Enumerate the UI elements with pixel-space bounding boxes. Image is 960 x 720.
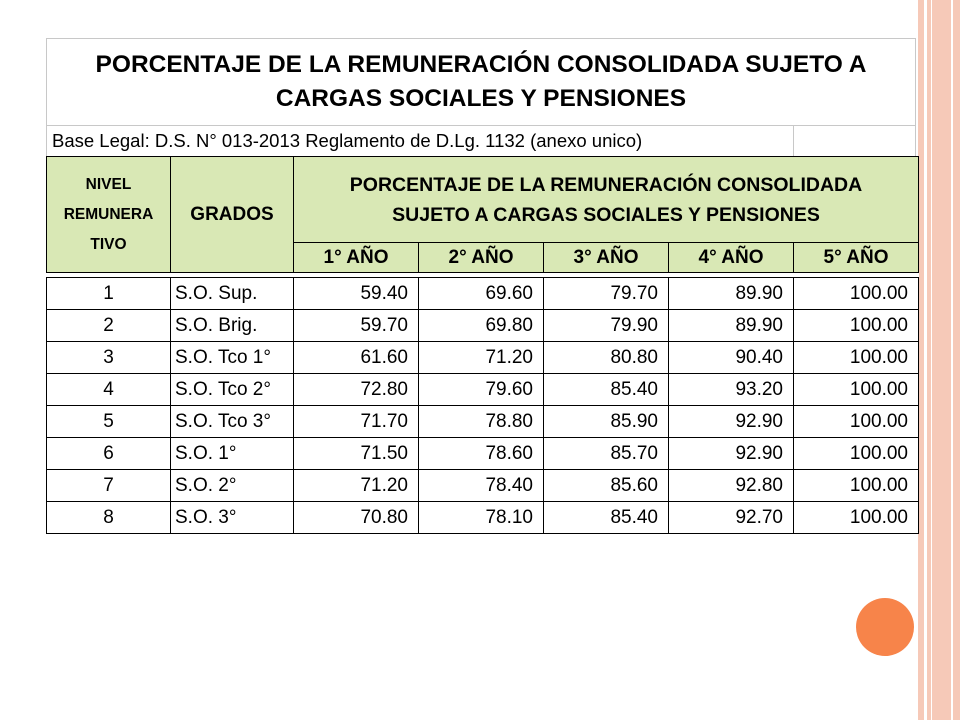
cell-nivel: 5 <box>47 406 171 438</box>
cell-nivel: 7 <box>47 470 171 502</box>
cell-percentage: 71.70 <box>294 406 419 438</box>
header-year: 4° AÑO <box>669 243 794 273</box>
decorative-stripe-line <box>931 0 932 720</box>
base-legal-text: Base Legal: D.S. N° 013-2013 Reglamento de D.Lg. 1132 (anexo unico) <box>46 125 794 157</box>
header-year: 1° AÑO <box>294 243 419 273</box>
cell-percentage: 70.80 <box>294 502 419 534</box>
cell-percentage: 100.00 <box>794 438 919 470</box>
cell-grado: S.O. Tco 3° <box>171 406 294 438</box>
table-row <box>47 502 919 534</box>
header-year: 5° AÑO <box>794 243 919 273</box>
cell-nivel: 3 <box>47 342 171 374</box>
cell-percentage: 79.70 <box>544 278 669 310</box>
cell-percentage: 100.00 <box>794 470 919 502</box>
table-row <box>47 278 919 310</box>
cell-grado: S.O. 3° <box>171 502 294 534</box>
cell-percentage: 100.00 <box>794 310 919 342</box>
cell-grado: S.O. 2° <box>171 470 294 502</box>
cell-percentage: 61.60 <box>294 342 419 374</box>
cell-percentage: 100.00 <box>794 342 919 374</box>
cell-percentage: 79.90 <box>544 310 669 342</box>
cell-percentage: 71.20 <box>419 342 544 374</box>
cell-nivel: 1 <box>47 278 171 310</box>
cell-percentage: 92.90 <box>669 438 794 470</box>
table-row <box>47 438 919 470</box>
cell-percentage: 89.90 <box>669 310 794 342</box>
page-title: PORCENTAJE DE LA REMUNERACIÓN CONSOLIDADA SUJETO A CARGAS SOCIALES Y PENSIONES <box>95 51 867 112</box>
cell-nivel: 4 <box>47 374 171 406</box>
cell-nivel: 6 <box>47 438 171 470</box>
cell-percentage: 85.90 <box>544 406 669 438</box>
header-year: 3° AÑO <box>544 243 669 273</box>
decorative-circle <box>856 598 914 656</box>
cell-percentage: 59.70 <box>294 310 419 342</box>
cell-percentage: 89.90 <box>669 278 794 310</box>
decorative-stripe-line <box>951 0 953 720</box>
cell-percentage: 78.60 <box>419 438 544 470</box>
remuneration-table <box>46 156 919 534</box>
table-row <box>47 406 919 438</box>
cell-percentage: 79.60 <box>419 374 544 406</box>
cell-grado: S.O. 1° <box>171 438 294 470</box>
cell-percentage: 100.00 <box>794 278 919 310</box>
cell-percentage: 71.20 <box>294 470 419 502</box>
cell-grado: S.O. Tco 1° <box>171 342 294 374</box>
cell-grado: S.O. Brig. <box>171 310 294 342</box>
cell-percentage: 100.00 <box>794 374 919 406</box>
cell-nivel: 2 <box>47 310 171 342</box>
cell-percentage: 78.80 <box>419 406 544 438</box>
cell-percentage: 92.90 <box>669 406 794 438</box>
cell-percentage: 71.50 <box>294 438 419 470</box>
base-legal-empty-cell <box>793 125 916 157</box>
table-row <box>47 310 919 342</box>
cell-percentage: 80.80 <box>544 342 669 374</box>
cell-percentage: 78.10 <box>419 502 544 534</box>
cell-nivel: 8 <box>47 502 171 534</box>
cell-percentage: 100.00 <box>794 406 919 438</box>
cell-percentage: 69.80 <box>419 310 544 342</box>
cell-grado: S.O. Sup. <box>171 278 294 310</box>
cell-percentage: 78.40 <box>419 470 544 502</box>
header-porcentaje <box>294 157 919 243</box>
cell-grado: S.O. Tco 2° <box>171 374 294 406</box>
header-year: 2° AÑO <box>419 243 544 273</box>
cell-percentage: 85.70 <box>544 438 669 470</box>
header-grados <box>171 157 294 273</box>
header-grados-label: GRADOS <box>190 203 274 225</box>
decorative-stripe-line <box>924 0 927 720</box>
cell-percentage: 85.40 <box>544 374 669 406</box>
cell-percentage: 92.80 <box>669 470 794 502</box>
header-nivel-label: NIVEL REMUNERA TIVO <box>63 175 154 253</box>
table-row <box>47 342 919 374</box>
cell-percentage: 69.60 <box>419 278 544 310</box>
cell-percentage: 92.70 <box>669 502 794 534</box>
cell-percentage: 59.40 <box>294 278 419 310</box>
table-row <box>47 470 919 502</box>
cell-percentage: 85.40 <box>544 502 669 534</box>
header-nivel <box>47 157 171 273</box>
table-row <box>47 374 919 406</box>
cell-percentage: 90.40 <box>669 342 794 374</box>
title-box <box>46 38 916 126</box>
cell-percentage: 85.60 <box>544 470 669 502</box>
cell-percentage: 100.00 <box>794 502 919 534</box>
cell-percentage: 93.20 <box>669 374 794 406</box>
cell-percentage: 72.80 <box>294 374 419 406</box>
header-porcentaje-label: PORCENTAJE DE LA REMUNERACIÓN CONSOLIDADA SUJETO A CARGAS SOCIALES Y PENSIONES <box>349 173 863 226</box>
